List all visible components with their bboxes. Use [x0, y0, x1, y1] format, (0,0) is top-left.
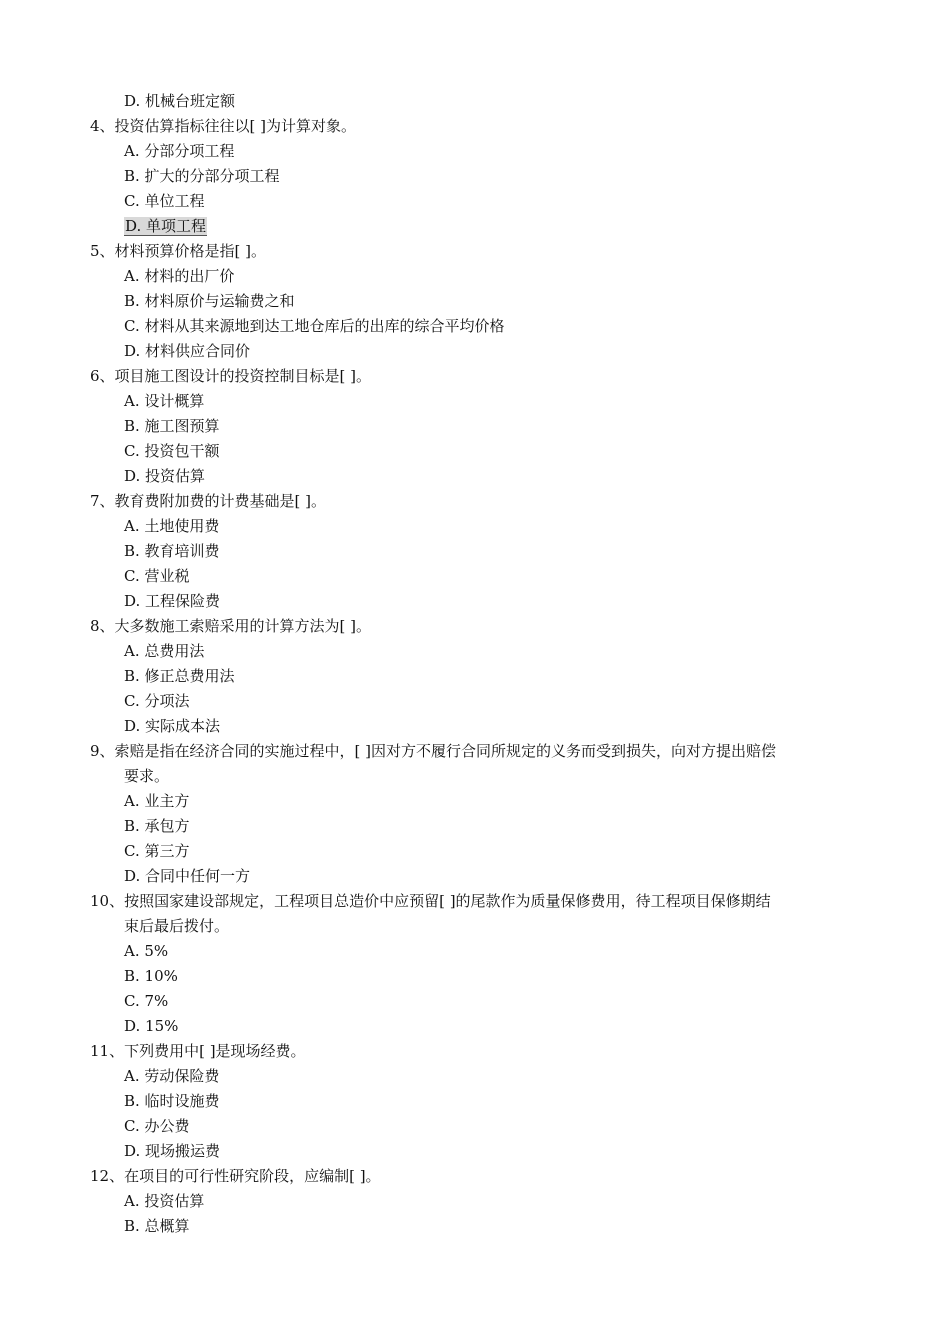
option-text: D. 材料供应合同价	[124, 342, 251, 360]
option-text: B. 扩大的分部分项工程	[124, 167, 280, 185]
answer-option	[90, 964, 870, 989]
option-text: C. 单位工程	[124, 192, 205, 210]
option-text-highlighted: D. 单项工程	[125, 217, 207, 235]
question-stem	[90, 364, 870, 389]
answer-option	[90, 639, 870, 664]
question-list	[90, 89, 870, 1239]
answer-option	[90, 214, 870, 239]
answer-option	[90, 1189, 870, 1214]
answer-option	[90, 1114, 870, 1139]
continuation-text: 要求。	[124, 767, 170, 785]
answer-option	[90, 514, 870, 539]
option-text: B. 总概算	[124, 1217, 190, 1235]
answer-option	[90, 1014, 870, 1039]
question-stem	[90, 889, 870, 914]
option-text: B. 教育培训费	[124, 542, 220, 560]
question-text: 8、大多数施工索赔采用的计算方法为[ ]。	[90, 617, 372, 635]
question-text: 6、项目施工图设计的投资控制目标是[ ]。	[90, 367, 372, 385]
question-stem	[90, 1039, 870, 1064]
answer-option	[90, 264, 870, 289]
answer-option	[90, 389, 870, 414]
option-text: A. 投资估算	[124, 1192, 205, 1210]
option-text: A. 分部分项工程	[124, 142, 235, 160]
question-stem	[90, 114, 870, 139]
answer-option	[90, 864, 870, 889]
answer-option	[90, 339, 870, 364]
option-text: A. 土地使用费	[124, 517, 220, 535]
question-stem	[90, 489, 870, 514]
option-text: B. 承包方	[124, 817, 190, 835]
answer-option	[90, 789, 870, 814]
question-text: 11、下列费用中[ ]是现场经费。	[90, 1042, 306, 1060]
option-text: B. 材料原价与运输费之和	[124, 292, 295, 310]
question-stem-continuation	[90, 914, 870, 939]
answer-option	[90, 439, 870, 464]
answer-option	[90, 939, 870, 964]
option-text: A. 业主方	[124, 792, 190, 810]
option-text: A. 5%	[124, 942, 169, 960]
option-text: D. 机械台班定额	[124, 92, 236, 110]
question-stem-continuation	[90, 764, 870, 789]
option-text: C. 营业税	[124, 567, 190, 585]
answer-option	[90, 464, 870, 489]
answer-option	[90, 164, 870, 189]
answer-option	[90, 89, 870, 114]
answer-option	[90, 1214, 870, 1239]
answer-option	[90, 714, 870, 739]
answer-option	[90, 139, 870, 164]
answer-option	[90, 839, 870, 864]
option-text: C. 第三方	[124, 842, 190, 860]
option-text: B. 10%	[124, 967, 178, 985]
option-text: C. 投资包干额	[124, 442, 220, 460]
question-stem	[90, 739, 870, 764]
option-text: D. 15%	[124, 1017, 179, 1035]
answer-option	[90, 1064, 870, 1089]
answer-option	[90, 664, 870, 689]
answer-option	[90, 314, 870, 339]
option-text: C. 7%	[124, 992, 169, 1010]
option-text: D. 合同中任何一方	[124, 867, 251, 885]
option-text: C. 分项法	[124, 692, 190, 710]
answer-option	[90, 189, 870, 214]
answer-option	[90, 414, 870, 439]
continuation-text: 束后最后拨付。	[124, 917, 230, 935]
question-text: 7、教育费附加费的计费基础是[ ]。	[90, 492, 327, 510]
question-stem	[90, 1164, 870, 1189]
question-stem	[90, 614, 870, 639]
answer-option	[90, 1089, 870, 1114]
question-text: 4、投资估算指标往往以[ ]为计算对象。	[90, 117, 357, 135]
option-text: A. 设计概算	[124, 392, 205, 410]
answer-option	[90, 589, 870, 614]
option-text: D. 投资估算	[124, 467, 206, 485]
question-stem	[90, 239, 870, 264]
option-text: B. 临时设施费	[124, 1092, 220, 1110]
answer-option	[90, 564, 870, 589]
answer-option	[90, 289, 870, 314]
option-text: D. 现场搬运费	[124, 1142, 221, 1160]
answer-option	[90, 989, 870, 1014]
answer-option	[90, 1139, 870, 1164]
option-text: C. 办公费	[124, 1117, 190, 1135]
option-text: A. 总费用法	[124, 642, 205, 660]
question-text: 5、材料预算价格是指[ ]。	[90, 242, 267, 260]
option-text: B. 施工图预算	[124, 417, 220, 435]
option-text: A. 劳动保险费	[124, 1067, 220, 1085]
answer-option	[90, 689, 870, 714]
option-text: D. 实际成本法	[124, 717, 221, 735]
option-text: B. 修正总费用法	[124, 667, 235, 685]
question-text: 10、按照国家建设部规定，工程项目总造价中应预留[ ]的尾款作为质量保修费用，待工程项目保修期结	[90, 892, 771, 910]
question-text: 9、索赔是指在经济合同的实施过程中，[ ]因对方不履行合同所规定的义务而受到损失，向对方提出赔偿	[90, 742, 777, 760]
option-text: A. 材料的出厂价	[124, 267, 235, 285]
question-text: 12、在项目的可行性研究阶段，应编制[ ]。	[90, 1167, 381, 1185]
option-text: C. 材料从其来源地到达工地仓库后的出库的综合平均价格	[124, 317, 505, 335]
answer-option	[90, 539, 870, 564]
answer-option	[90, 814, 870, 839]
option-text: D. 工程保险费	[124, 592, 221, 610]
